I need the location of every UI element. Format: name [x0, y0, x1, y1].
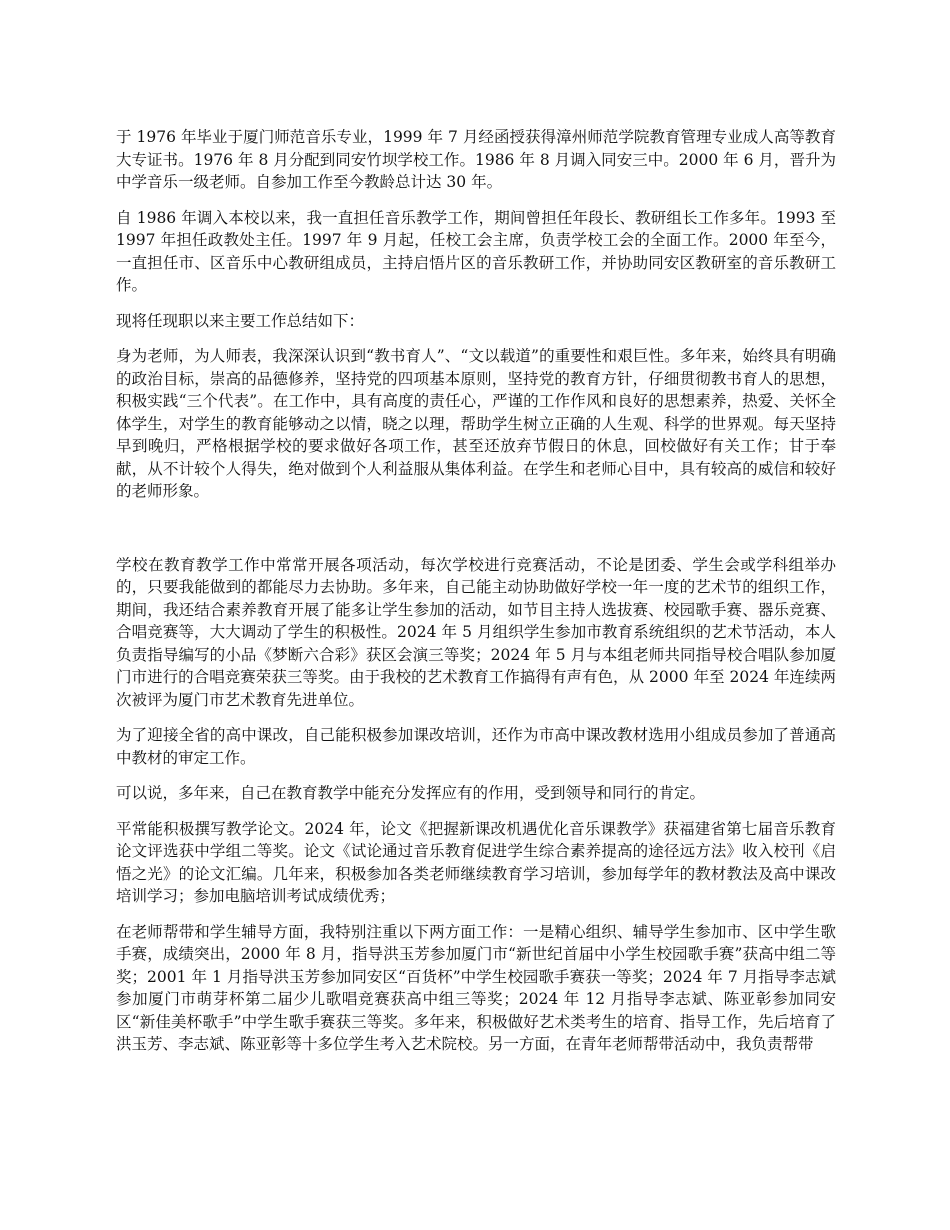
paragraph-gap [116, 516, 836, 554]
paragraph-intro-summary: 现将任现职以来主要工作总结如下： [116, 311, 365, 330]
document-body [116, 126, 836, 1069]
paragraph-recognition: 可以说，多年来，自己在教育教学中能充分发挥应有的作用，受到领导和同行的肯定。 [116, 784, 706, 802]
paragraph-ethics: 身为老师，为人师表，我深深认识到“教书育人”、“文以载道”的重要性和艰巨性。多年来，始终具有明确的政治目标，崇高的品德修养，坚持党的四项基本原则，坚持党的教育方针，仔细贯彻教书育人的思想，积极实践“三个代表”。在工作中，具有高度的责任心，严谨的工作作风和良好的思想素养，热爱、关怀全体学生，对学生的教育能够动之以情，晓之以理，帮助学生树立正确的人生观、科学的世界观。每天坚持早到晚归，严格根据学校的要求做好各项工作，甚至还放弃节假日的休息，回校做好有关工作；甘于奉献，从不计较个人得失，绝对做到个人利益服从集体利益。在学生和老师心目中，具有较高的威信和较好的老师形象。 [116, 347, 836, 500]
paragraph-mentoring: 在老师帮带和学生辅导方面，我特别注重以下两方面工作：一是精心组织、辅导学生参加市、区中学生歌手赛，成绩突出，2000 年 8 月，指导洪玉芳参加厦门市“新世纪首届中小学生校园歌手赛”获高中组二等奖；2001 年 1 月指导洪玉芳参加同安区“百货杯”中学生校园歌手赛获一等奖；2024 年 7 月指导李志斌参加厦门市萌芽杯第二届少儿歌唱竞赛获高中组三等奖；2024 年 12 月指导李志斌、陈亚彰参加同安区“新佳美杯歌手”中学生歌手赛获三等奖。多年来，积极做好艺术类考生的培育、指导工作，先后培育了洪玉芳、李志斌、陈亚彰等十多位学生考入艺术院校。另一方面，在青年老师帮带活动中，我负责帮带 [116, 922, 836, 1053]
paragraph-education: 于 1976 年毕业于厦门师范音乐专业，1999 年 7 月经函授获得漳州师范学院教育管理专业成人高等教育大专证书。1976 年 8 月分配到同安竹坝学校工作。1986 年 8 月调入同安三中。2000 年 6 月，晋升为中学音乐一级老师。自参加工作至今教龄总计达 30 年。 [116, 128, 836, 191]
paragraph-activities: 学校在教育教学工作中常常开展各项活动，每次学校进行竞赛活动，不论是团委、学生会或学科组举办的，只要我能做到的都能尽力去协助。多年来，自己能主动协助做好学校一年一度的艺术节的组织工作，期间，我还结合素养教育开展了能多让学生参加的活动，如节目主持人选拔赛、校园歌手赛、器乐竞赛、合唱竞赛等，大大调动了学生的积极性。2024 年 5 月组织学生参加市教育系统组织的艺术节活动，本人负责指导编写的小品《梦断六合彩》获区会演三等奖；2024 年 5 月与本组老师共同指导校合唱队参加厦门市进行的合唱竞赛荣获三等奖。由于我校的艺术教育工作搞得有声有色，从 2000 年至 2024 年连续两次被评为厦门市艺术教育先进单位。 [116, 555, 836, 709]
paragraph-curriculum-reform: 为了迎接全省的高中课改，自己能积极参加课改培训，还作为市高中课改教材选用小组成员参加了普通高中教材的审定工作。 [116, 726, 836, 767]
paragraph-career: 自 1986 年调入本校以来，我一直担任音乐教学工作，期间曾担任年段长、教研组长工作多年。1993 至 1997 年担任政教处主任。1997 年 9 月起，任校工会主席，负责学校工会的全面工作。2000 年至今，一直担任市、区音乐中心教研组成员，主持启悟片区的音乐教研工作，并协助同安区教研室的音乐教研工作。 [116, 208, 836, 294]
paragraph-papers: 平常能积极撰写教学论文。2024 年，论文《把握新课改机遇优化音乐课教学》获福建省第七届音乐教育论文评选获中学组二等奖。论文《试论通过音乐教育促进学生综合素养提高的途径远方法》收入校刊《启悟之光》的论文汇编。几年来，积极参加各类老师继续教育学习培训，参加每学年的教材教法及高中课改培训学习；参加电脑培训考试成绩优秀； [116, 819, 836, 905]
